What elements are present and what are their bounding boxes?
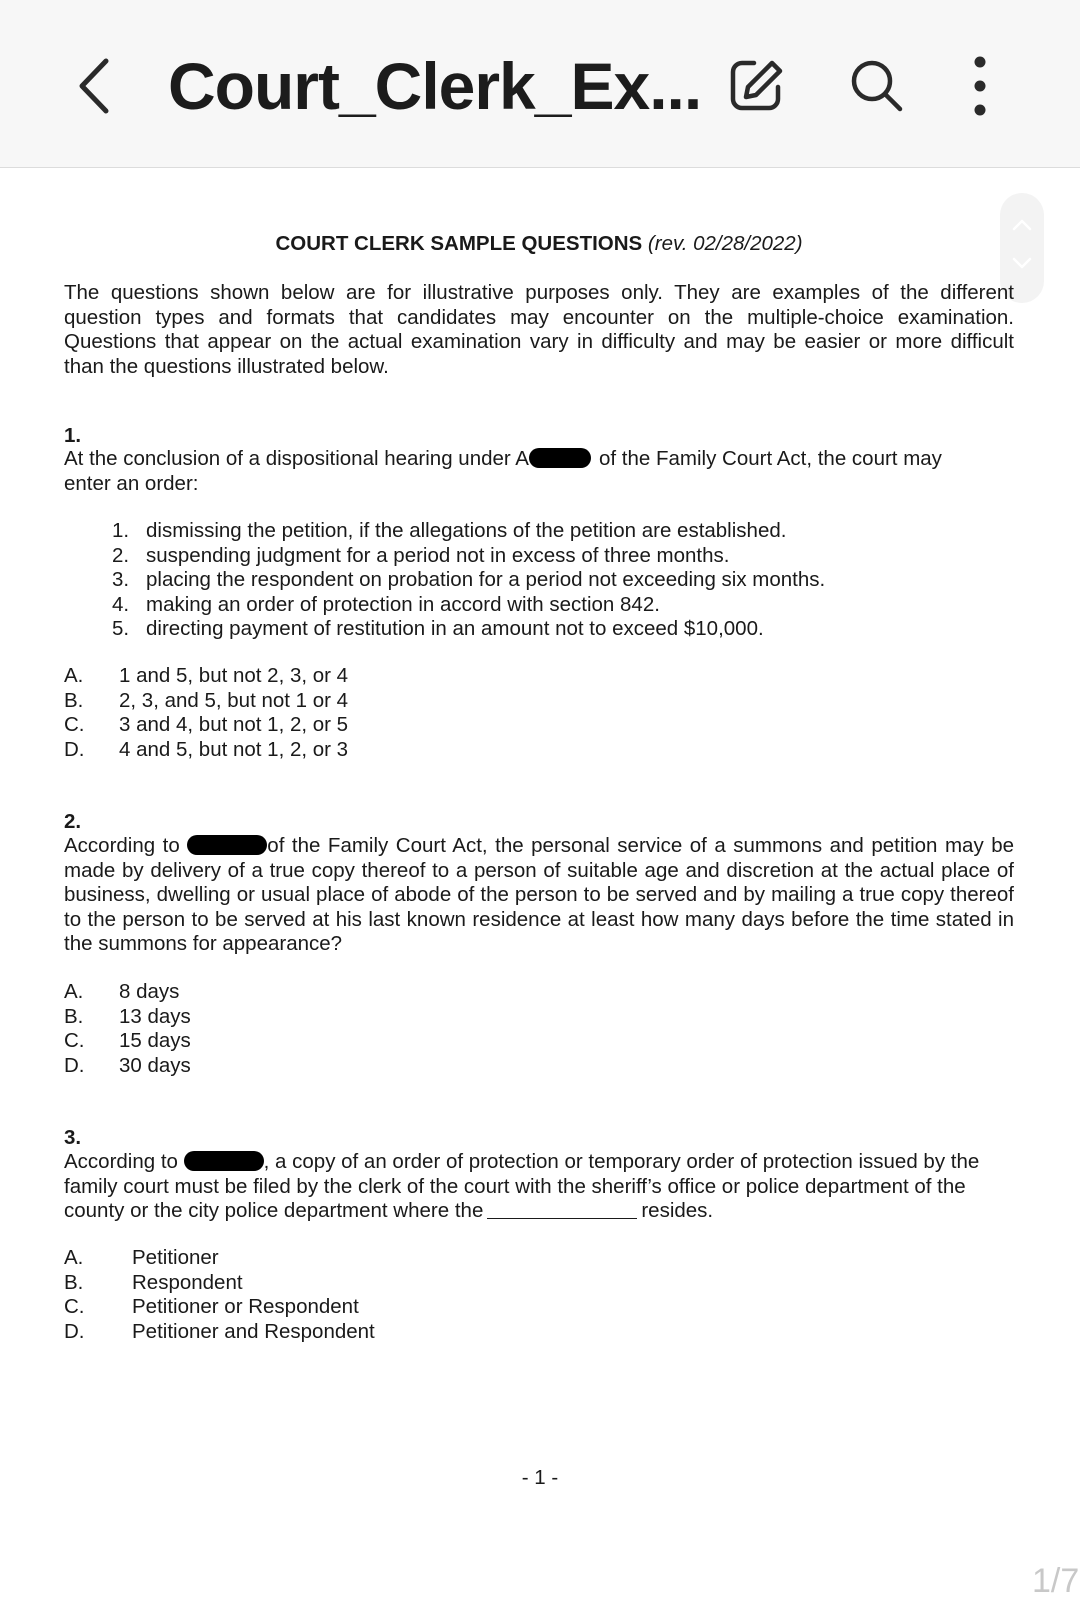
answer-options [64, 1246, 375, 1344]
statement-list [112, 519, 825, 642]
page-indicator: 1/7 [1032, 1562, 1080, 1600]
answer-option: A. 1 and 5, but not 2, 3, or 4 [64, 664, 349, 687]
question-text [64, 834, 1014, 957]
answer-option: D. Petitioner and Respondent [64, 1319, 375, 1343]
document-title: Court_Clerk_Ex... [168, 49, 702, 123]
revision-text: (rev. 02/28/2022) [647, 232, 803, 255]
answer-options [64, 664, 348, 762]
list-item: 2. suspending judgment for a period not in excess of three months. [112, 543, 730, 567]
question-number: 1. [64, 424, 82, 447]
answer-blank [487, 1200, 637, 1219]
app-toolbar [0, 0, 1080, 168]
page-number: - 1 - [521, 1466, 559, 1489]
question-number: 3. [64, 1126, 82, 1149]
question-text-before: At the conclusion of a dispositional hearing under A [64, 447, 529, 470]
answer-option: B. 13 days [64, 1004, 191, 1028]
question-text-end: resides. [641, 1199, 714, 1222]
answer-options [64, 980, 191, 1078]
question-text-after: of the Family Court Act, the court may enter an order: [64, 447, 942, 495]
chevron-down-icon[interactable] [1010, 255, 1034, 271]
redaction-mark [187, 835, 267, 855]
question-number: 2. [64, 810, 82, 833]
edit-icon[interactable] [728, 57, 784, 113]
question-text-after: , a copy of an order of protection or temporary order of protection issued by the family court must be filed by the clerk of the court with the sheriff’s office or police department of the county or the city police department where the [64, 1150, 980, 1222]
answer-option: B. Respondent [64, 1270, 243, 1294]
redaction-mark [184, 1151, 264, 1171]
question-text-before: According to [64, 1150, 178, 1173]
redaction-mark [529, 448, 591, 468]
intro-paragraph: The questions shown below are for illustrative purposes only. They are examples of the different question types and formats that candidates may encounter on the multiple-choice examination. Questions that appear on the actual examination vary in difficulty and may be easier or more difficult than the questions illustrated below. [64, 281, 1014, 378]
answer-option: D. 30 days [64, 1053, 191, 1077]
answer-option: C. Petitioner or Respondent [64, 1295, 359, 1318]
list-item: 3. placing the respondent on probation for a period not exceeding six months. [112, 568, 826, 591]
list-item: 1. dismissing the petition, if the allegations of the petition are established. [112, 519, 787, 542]
search-icon[interactable] [848, 57, 904, 113]
question-text-after: of the Family Court Act, the personal service of a summons and petition may be made by delivery of a true copy thereof to a person of suitable age and discretion at the actual place of business, dwelling or usual place of abode of the person to be served and by mailing a true copy thereof to the person to be served at his last known residence at least how many days before the time stated in the summons for appearance? [64, 834, 1015, 955]
list-item: 5. directing payment of restitution in an amount not to exceed $10,000. [112, 617, 764, 640]
heading-text: COURT CLERK SAMPLE QUESTIONS [275, 232, 643, 255]
answer-option: C. 15 days [64, 1029, 191, 1052]
answer-option: D. 4 and 5, but not 1, 2, or 3 [64, 737, 349, 761]
chevron-up-icon[interactable] [1010, 217, 1034, 233]
document-heading [64, 232, 1014, 257]
answer-option: C. 3 and 4, but not 1, 2, or 5 [64, 713, 349, 736]
list-item: 4. making an order of protection in accord with section 842. [112, 592, 660, 616]
answer-option: B. 2, 3, and 5, but not 1 or 4 [64, 688, 349, 712]
chevron-left-icon[interactable] [72, 55, 116, 117]
question-text [64, 1150, 1014, 1224]
question-text [64, 447, 969, 496]
answer-option: A. Petitioner [64, 1246, 219, 1269]
question-text-before: According to [64, 834, 180, 857]
more-vertical-icon[interactable] [966, 54, 994, 118]
answer-option: A. 8 days [64, 980, 180, 1003]
